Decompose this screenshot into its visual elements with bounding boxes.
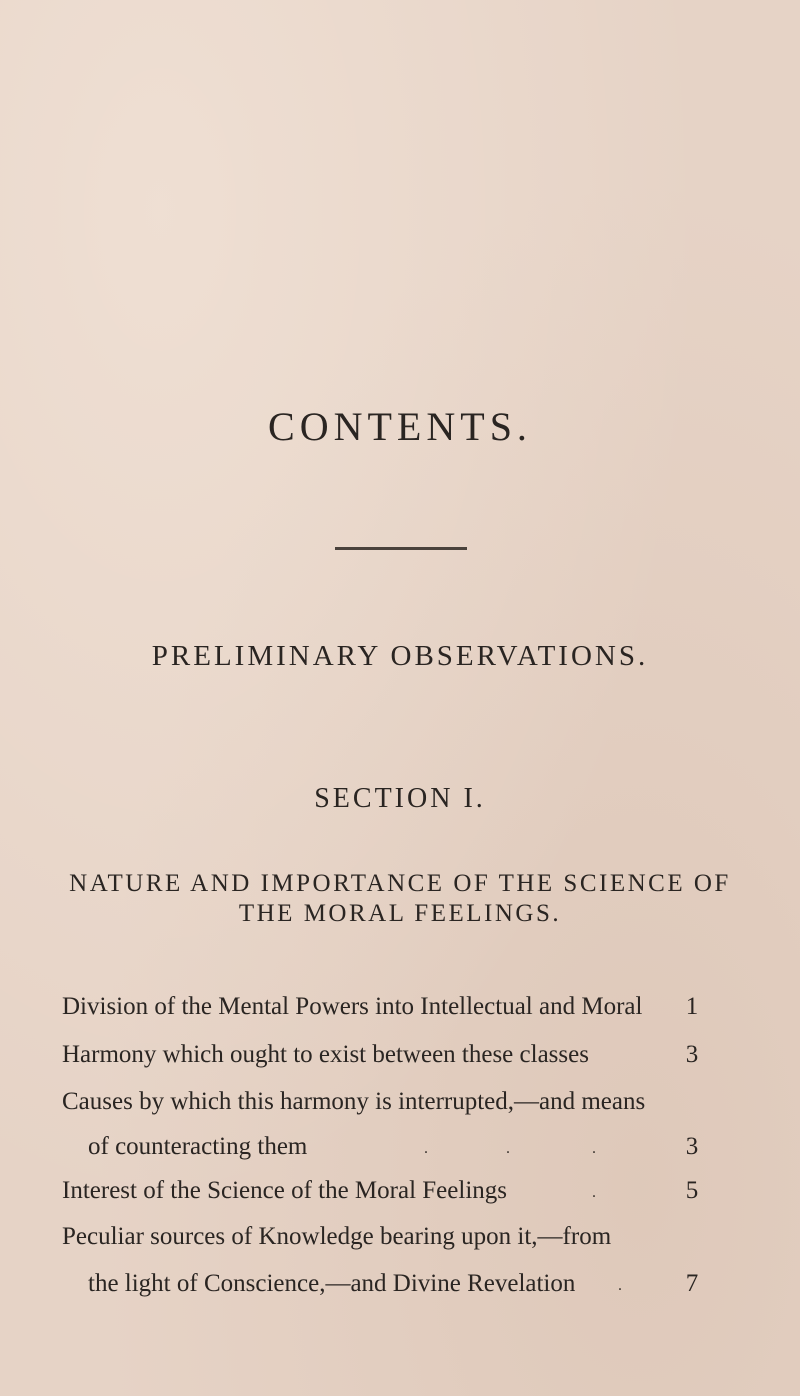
toc-entry-text: Harmony which ought to exist between these classes	[62, 1041, 589, 1068]
toc-entry-text: Causes by which this harmony is interrupted,—and means	[62, 1088, 646, 1115]
toc-entry-page: 3	[685, 1041, 699, 1068]
toc-entry-text: Peculiar sources of Knowledge bearing upon it,—from	[62, 1223, 612, 1250]
toc-entry-text: Division of the Mental Powers into Intellectual and Moral	[62, 993, 643, 1020]
page-title: CONTENTS.	[268, 404, 532, 449]
toc-entry-page: 1	[685, 993, 699, 1020]
preliminary-heading: PRELIMINARY OBSERVATIONS.	[151, 640, 649, 672]
toc-entry-text: Interest of the Science of the Moral Feelings	[62, 1177, 507, 1204]
leader-dot: .	[592, 1184, 596, 1201]
section-heading: SECTION I.	[314, 783, 486, 814]
toc-entry-page: 5	[685, 1177, 699, 1204]
leader-dot: .	[506, 1140, 510, 1157]
toc-entry-text-continued: of counteracting them	[88, 1133, 308, 1160]
section-subtitle-line-2: THE MORAL FEELINGS.	[238, 900, 562, 927]
toc-entry-page: 7	[685, 1270, 699, 1297]
toc-entry-page: 3	[685, 1133, 699, 1160]
toc-entry-text-continued: the light of Conscience,—and Divine Revelation	[88, 1270, 576, 1297]
leader-dot: .	[592, 1140, 596, 1157]
leader-dot: .	[424, 1140, 428, 1157]
section-subtitle-line-1: NATURE AND IMPORTANCE OF THE SCIENCE OF	[69, 870, 731, 897]
title-divider	[335, 547, 467, 550]
leader-dot: .	[618, 1277, 622, 1294]
